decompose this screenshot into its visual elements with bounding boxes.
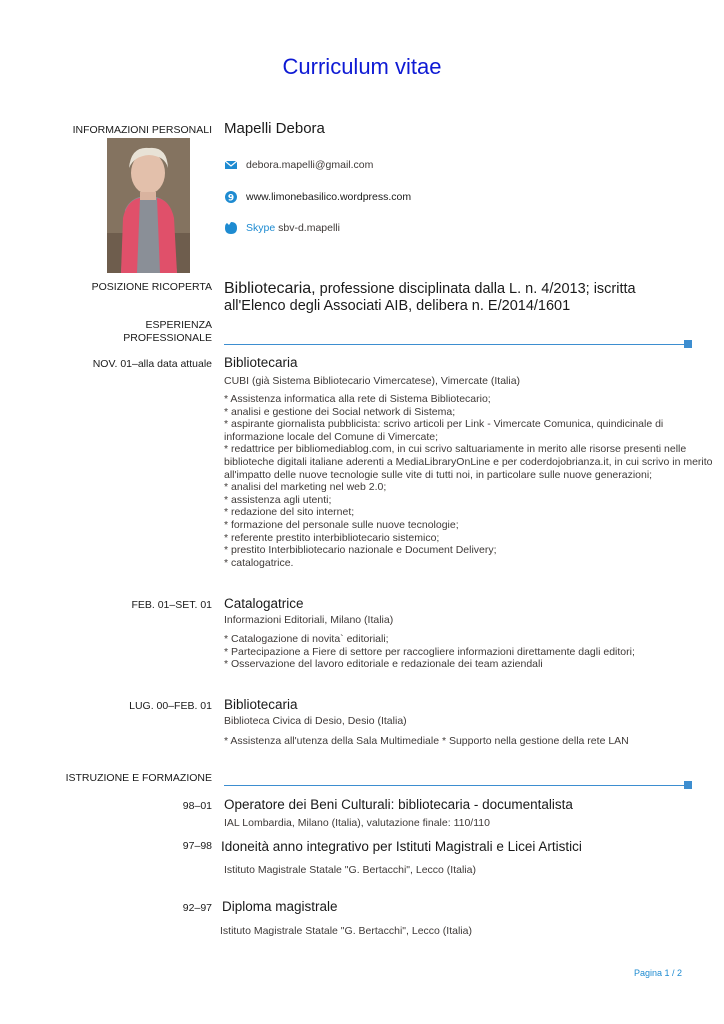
skype-row bbox=[224, 221, 714, 235]
job-title: Bibliotecaria bbox=[224, 697, 298, 712]
svg-text:9: 9 bbox=[227, 193, 235, 204]
job-description: * Catalogazione di novita` editoriali; * Partecipazione a Fiere di settore per raccogliere informazioni direttamente dagli editori; * Osservazione del lavoro editoriale e redazionale dei team aziendali bbox=[224, 633, 635, 671]
page-number: Pagina 1 / 2 bbox=[633, 968, 682, 978]
position-title-rest: professione disciplinata dalla L. n. 4/2013; iscritta all'Elenco degli Associati AIB, delibera n. E/2014/1601 bbox=[224, 281, 636, 315]
job-title: Catalogatrice bbox=[224, 596, 304, 611]
education-divider bbox=[224, 785, 684, 786]
job-employer: CUBI (già Sistema Bibliotecario Vimercatese), Vimercate (Italia) bbox=[224, 375, 521, 387]
education-title: Idoneità anno integrativo per Istituti Magistrali e Licei Artistici bbox=[221, 839, 582, 854]
education-date: 98–01 bbox=[182, 800, 212, 812]
job-employer: Informazioni Editoriali, Milano (Italia) bbox=[224, 614, 394, 626]
email-icon bbox=[224, 158, 238, 172]
education-date: 92–97 bbox=[182, 902, 212, 914]
divider-square bbox=[684, 781, 692, 789]
position-title bbox=[224, 279, 684, 316]
education-institution: Istituto Magistrale Statale "G. Bertacchi", Lecco (Italia) bbox=[224, 864, 476, 876]
personal-info-label: INFORMAZIONI PERSONALI bbox=[72, 124, 212, 136]
skype-label: Skype bbox=[246, 222, 276, 234]
divider-square bbox=[684, 340, 692, 348]
person-name: Mapelli Debora bbox=[224, 120, 325, 137]
job-title: Bibliotecaria bbox=[224, 355, 298, 370]
position-title-main: Bibliotecaria, bbox=[224, 280, 316, 297]
experience-label-line2: PROFESSIONALE bbox=[123, 332, 212, 345]
experience-label bbox=[12, 319, 212, 345]
position-label: POSIZIONE RICOPERTA bbox=[91, 281, 212, 293]
website-row bbox=[224, 190, 714, 204]
education-title: Operatore dei Beni Culturali: bibliotecaria - documentalista bbox=[224, 797, 573, 812]
education-date: 97–98 bbox=[182, 840, 212, 852]
job-description: * Assistenza informatica alla rete di Sistema Bibliotecario; * analisi e gestione dei Social network di Sistema; * aspirante giornalista pubblicista: scrivo articoli per Link - Vimercate Comunica, quindicinale di informazione locale del Comune di Vimercate; * redattrice per bibliomediablog.com, in cui scrivo saltuariamente in merito alle risorse presenti nelle biblioteche digitali italiane aderenti a MediaLibraryOnLine e per coderdojobrianza.it, in cui scrivo in merito all'impatto delle nuove tecnologie sulle vite di tutti noi, in particolare sulle nuove generazioni; * analisi del marketing nel web 2.0; * assistenza agli utenti; * redazione del sito internet; * formazione del personale sulle nuove tecnologie; * referente prestito interbibliotecario sistemico; * prestito Interbibliotecario nazionale e Document Delivery; * catalogatrice. bbox=[224, 393, 713, 569]
website-link[interactable]: www.limonebasilico.wordpress.com bbox=[246, 191, 412, 203]
email-row bbox=[224, 158, 714, 172]
website-icon bbox=[224, 190, 238, 204]
job-date: NOV. 01–alla data attuale bbox=[92, 358, 212, 370]
job-description: * Assistenza all'utenza della Sala Multimediale * Supporto nella gestione della rete LAN bbox=[224, 735, 629, 747]
experience-label-line1: ESPERIENZA bbox=[145, 319, 212, 331]
skype-icon bbox=[224, 221, 238, 235]
education-institution: Istituto Magistrale Statale "G. Bertacchi", Lecco (Italia) bbox=[220, 925, 472, 937]
education-title: Diploma magistrale bbox=[222, 899, 338, 914]
skype-id: sbv-d.mapelli bbox=[278, 222, 340, 234]
job-employer: Biblioteca Civica di Desio, Desio (Italia) bbox=[224, 715, 407, 727]
job-date: FEB. 01–SET. 01 bbox=[131, 599, 212, 611]
job-date: LUG. 00–FEB. 01 bbox=[129, 700, 212, 712]
education-label: ISTRUZIONE E FORMAZIONE bbox=[65, 772, 212, 784]
email-link[interactable]: debora.mapelli@gmail.com bbox=[246, 159, 374, 171]
experience-divider bbox=[224, 344, 684, 345]
profile-photo bbox=[107, 138, 190, 273]
document-title: Curriculum vitae bbox=[282, 54, 442, 79]
education-institution: IAL Lombardia, Milano (Italia), valutazione finale: 110/110 bbox=[224, 817, 490, 829]
